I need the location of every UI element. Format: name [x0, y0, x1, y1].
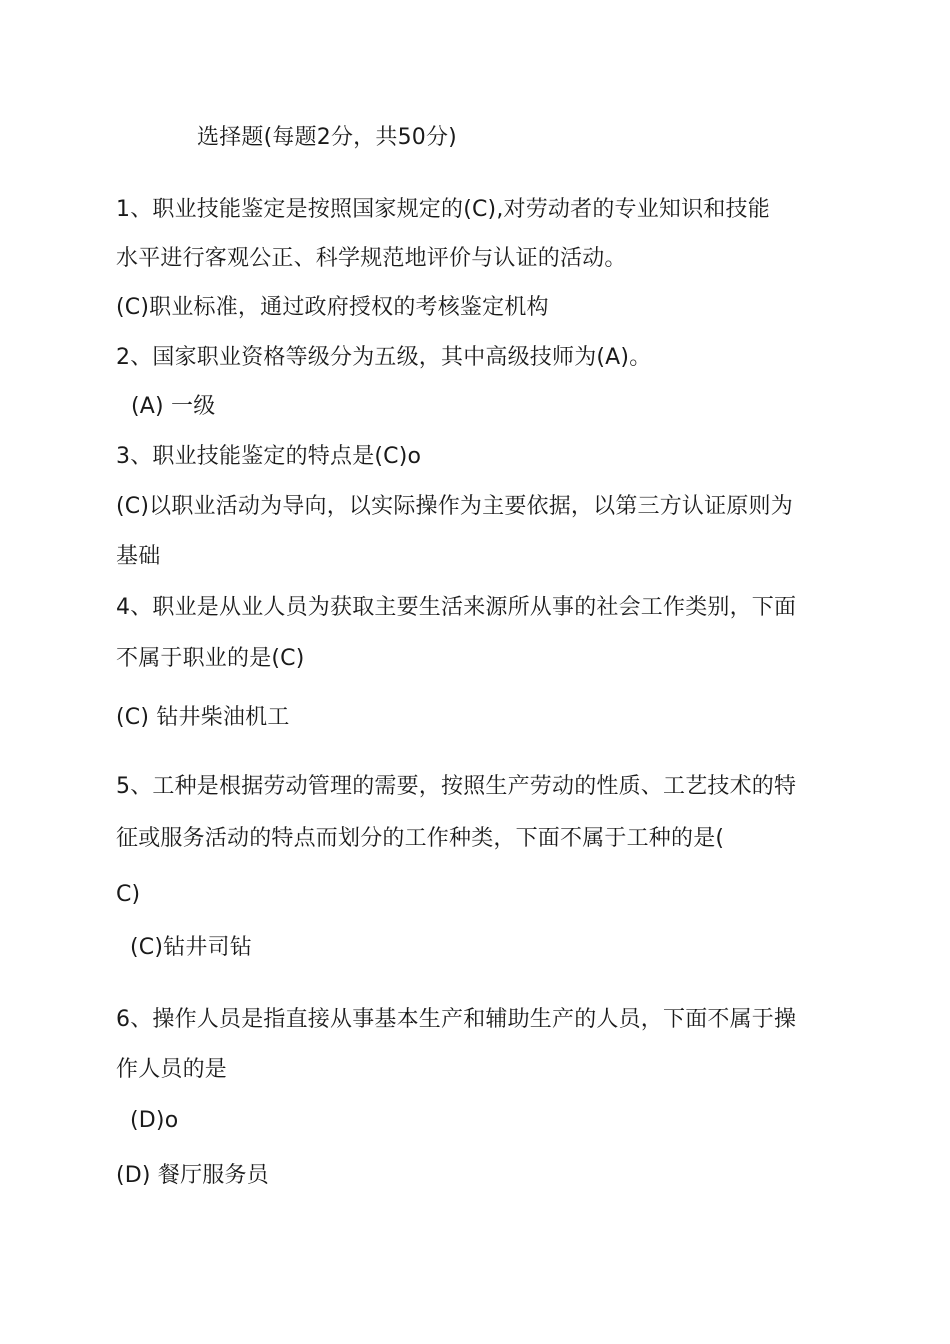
- question-3: 3、职业技能鉴定的特点是(C)o: [116, 444, 422, 469]
- question-4-line-2: 不属于职业的是(C): [116, 646, 305, 671]
- question-5-line-3: C): [116, 882, 141, 907]
- question-6-line-3: (D)o: [130, 1108, 179, 1133]
- question-2: 2、国家职业资格等级分为五级，其中高级技师为(A)。: [116, 345, 652, 370]
- question-1-line-1: 1、职业技能鉴定是按照国家规定的(C),对劳动者的专业知识和技能: [116, 197, 770, 222]
- section-heading: 选择题(每题2分，共50分): [197, 125, 457, 150]
- question-3-answer-line-1: (C)以职业活动为导向，以实际操作为主要依据，以第三方认证原则为: [116, 494, 793, 519]
- question-3-answer-line-2: 基础: [116, 544, 161, 569]
- question-4-line-1: 4、职业是从业人员为获取主要生活来源所从事的社会工作类别，下面: [116, 595, 797, 620]
- question-2-answer: (A) 一级: [131, 394, 216, 419]
- question-1-line-2: 水平进行客观公正、科学规范地评价与认证的活动。: [116, 246, 627, 271]
- question-5-answer: (C)钻井司钻: [130, 935, 252, 960]
- question-6-line-1: 6、操作人员是指直接从事基本生产和辅助生产的人员，下面不属于操: [116, 1007, 797, 1032]
- question-4-answer: (C) 钻井柴油机工: [116, 705, 290, 730]
- question-5-line-2: 征或服务活动的特点而划分的工作种类，下面不属于工种的是(: [116, 826, 725, 851]
- question-1-answer: (C)职业标准，通过政府授权的考核鉴定机构: [116, 295, 549, 320]
- question-6-line-2: 作人员的是: [116, 1057, 228, 1082]
- question-6-answer: (D) 餐厅服务员: [116, 1163, 269, 1188]
- question-5-line-1: 5、工种是根据劳动管理的需要，按照生产劳动的性质、工艺技术的特: [116, 774, 797, 799]
